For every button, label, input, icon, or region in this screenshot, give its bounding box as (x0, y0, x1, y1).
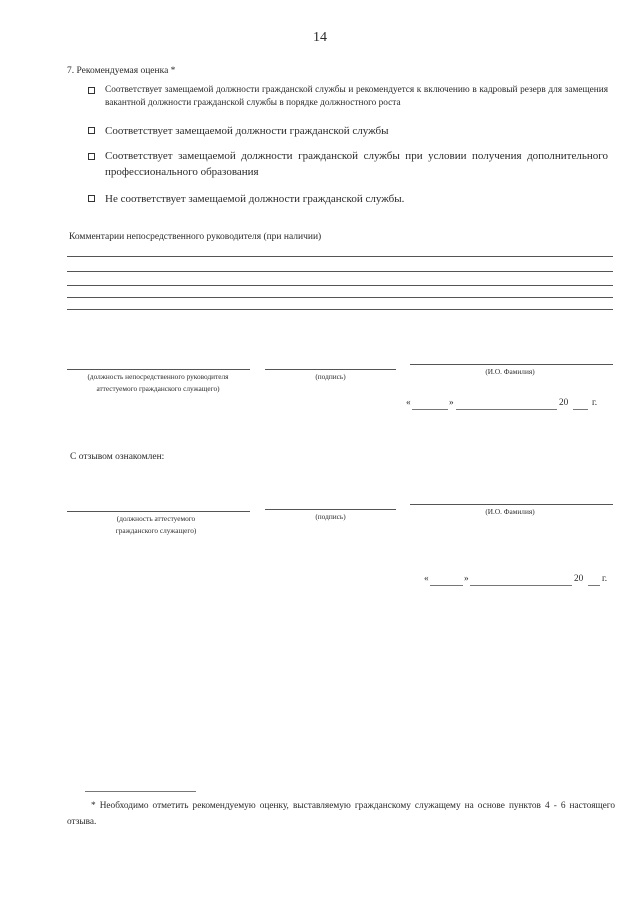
date-month-line[interactable] (470, 585, 572, 586)
option-label: Соответствует замещаемой должности гражданской службы и рекомендуется к включению в кадровый резерв для замещения вакантной должности гражданской службы в порядке должностного роста (105, 85, 608, 108)
comments-label: Комментарии непосредственного руководителя (при наличии) (69, 232, 322, 242)
date-year-line[interactable] (573, 409, 588, 410)
ack-signature-caption: (подпись) (315, 512, 346, 521)
option-does-not-meet[interactable] (88, 191, 608, 209)
ack-signature-line[interactable] (265, 509, 396, 510)
option-label: Соответствует замещаемой должности гражданской службы при условии получения дополнительного профессионального образования (105, 150, 608, 178)
footnote-separator (85, 791, 196, 792)
footnote: * Необходимо отметить рекомендуемую оценку, выставляемую гражданскому служащему на основе пунктов 4 - 6 настоящего отзыва. (67, 801, 615, 827)
date-month-line[interactable] (456, 409, 557, 410)
section-title: 7. Рекомендуемая оценка * (67, 66, 176, 76)
manager-signature-line[interactable] (265, 369, 396, 370)
manager-name-caption: (И.О. Фамилия) (485, 367, 535, 376)
option-recommended-reserve[interactable] (88, 84, 608, 112)
option-meets-requirements[interactable] (88, 123, 608, 141)
acknowledgement-label: С отзывом ознакомлен: (70, 452, 165, 462)
manager-name-line[interactable] (410, 364, 613, 365)
comment-line (67, 256, 613, 257)
page-number: 14 (313, 30, 327, 45)
ack-name-caption: (И.О. Фамилия) (485, 507, 535, 516)
option-label: Не соответствует замещаемой должности гражданской службы. (105, 193, 405, 205)
checkbox[interactable] (88, 87, 95, 94)
ack-position-caption: (должность аттестуемого гражданского служащего) (115, 514, 197, 535)
manager-position-line[interactable] (67, 369, 250, 370)
comment-line (67, 271, 613, 272)
manager-signature-caption: (подпись) (315, 372, 346, 381)
date-year-line[interactable] (588, 585, 600, 586)
option-meets-with-education[interactable] (88, 148, 608, 182)
date-day-line[interactable] (430, 585, 463, 586)
comment-line (67, 297, 613, 298)
date-day-line[interactable] (412, 409, 448, 410)
manager-position-caption: (должность непосредственного руководителя аттестуемого гражданского служащего) (87, 372, 229, 393)
ack-name-line[interactable] (410, 504, 613, 505)
checkbox[interactable] (88, 195, 95, 202)
ack-position-line[interactable] (67, 511, 250, 512)
option-label: Соответствует замещаемой должности гражданской службы (105, 125, 389, 137)
checkbox[interactable] (88, 153, 95, 160)
checkbox[interactable] (88, 127, 95, 134)
comment-line (67, 285, 613, 286)
comment-line (67, 309, 613, 310)
